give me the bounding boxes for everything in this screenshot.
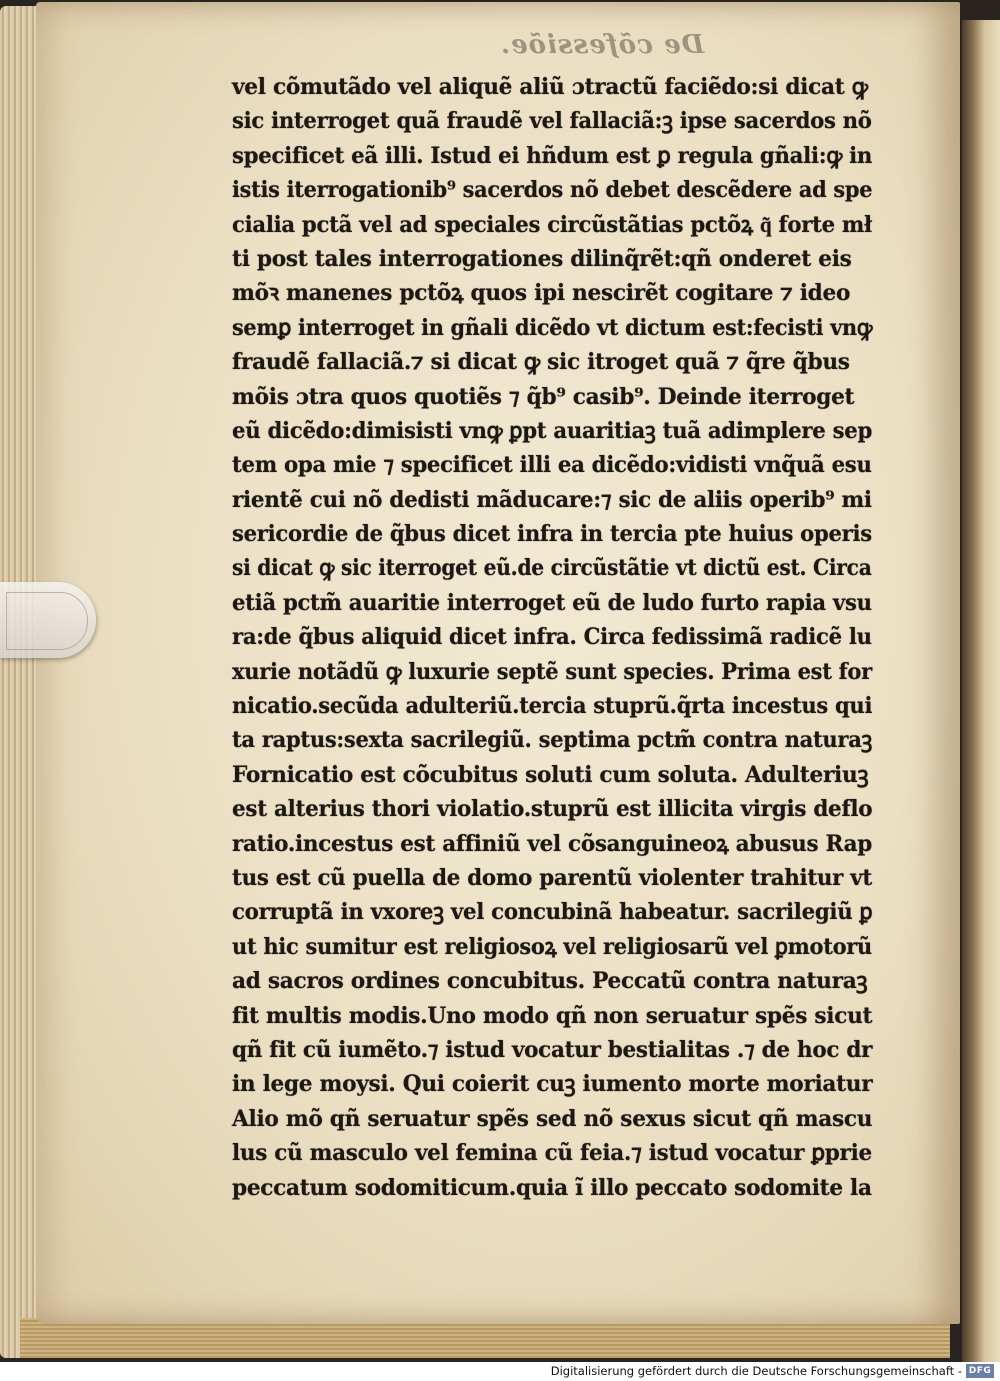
text-line: fit multis modis.Uno modo qñ non seruatur spẽs sicut (232, 1002, 873, 1029)
text-line: ra:de q̃bus aliquid dicet infra. Circa fedissimã radicẽ lu (232, 624, 872, 651)
text-line: peccatum sodomiticum.quia ĩ illo peccato sodomite la (232, 1174, 872, 1201)
text-line: fraudẽ fallaciã.⁊ si dicat ꝙ sic itroget quã ⁊ q̃re q̃bus (232, 349, 850, 376)
text-line: semꝑ interroget in gñali dicẽdo vt dictum est:fecisti vnꝙ (232, 314, 873, 341)
text-line: xurie notãdũ ꝙ luxurie septẽ sunt species. Prima est for (232, 658, 872, 685)
text-line: tem opa mie ⁊ specificet illi ea dicẽdo:vidisti vnq̃uã esu (232, 452, 872, 479)
text-line: sic interroget quã fraudẽ vel fallaciã:ꝫ ipse sacerdos nõ (232, 108, 872, 135)
book-edge-bottom (20, 1318, 950, 1358)
text-line: tus est cũ puella de domo parentũ violenter trahitur vt (232, 864, 872, 891)
text-line: si dicat ꝙ sic iterroget eũ.de circũstãtie vt dictũ est. Circa (232, 555, 872, 582)
page-text-block (232, 70, 882, 1205)
text-line: nicatio.secũda adulteriũ.tercia stuprũ.q̃rta incestus qui (232, 693, 873, 720)
funding-credit: Digitalisierung gefördert durch die Deutsche Forschungsgemeinschaft - (550, 1364, 962, 1378)
text-line: cialia pctã vel ad speciales circũstãtias pctõꝝ q͂ forte mł (232, 211, 872, 238)
text-line: Fornicatio est cõcubitus soluti cum soluta. Adulteriuꝫ (232, 761, 869, 788)
text-line: ad sacros ordines concubitus. Peccatũ contra naturaꝫ (232, 968, 868, 995)
facing-page-edge (962, 20, 1000, 1362)
page-clip-marker (0, 582, 96, 658)
text-line: qñ fit cũ iumẽto.⁊ istud vocatur bestialitas .⁊ de hoc dr (232, 1036, 873, 1063)
running-head-showthrough: De cõfessiõe. (500, 30, 705, 60)
text-line: ratio.incestus est affiniũ vel cõsanguineoꝝ abusus Rap (232, 830, 872, 857)
text-line: corruptã in vxoreꝫ vel concubinã habeatur. sacrilegiũ ꝑ (232, 899, 873, 926)
text-line: ti post tales interrogationes dilinq̃rẽt:qñ onderet eis (232, 245, 852, 272)
dfg-logo: DFG (966, 1364, 994, 1378)
text-line: ta raptus:sexta sacrilegiũ. septima pctm̃ contra naturaꝫ (232, 727, 873, 754)
text-line: eũ dicẽdo:dimisisti vnꝙ ꝑpt auaritiaꝫ tuã adimplere sep (232, 417, 873, 444)
text-line: etiã pctm̃ auaritie interroget eũ de ludo furto rapia vsu (232, 589, 872, 616)
text-line: Alio mõ qñ seruatur spẽs sed nõ sexus sicut qñ mascu (232, 1105, 873, 1132)
page-clip-marker-inner (6, 592, 88, 650)
text-line: specificet eã illi. Istud ei hñdum est ꝑ regula gñali:ꝙ in (232, 142, 873, 169)
text-line: mõꝛ manenes pctõꝝ quos ipi nescirẽt cogitare ⁊ ideo (232, 280, 851, 307)
text-line: sericordie de q̃bus dicet infra in tercia pte huius operis (232, 521, 872, 548)
text-line: est alterius thori violatio.stuprũ est illicita virgis deflo (232, 796, 873, 823)
text-line: istis iterrogationib⁹ sacerdos nõ debet descẽdere ad spe (232, 177, 873, 204)
text-line: lus cũ masculo vel femina cũ feia.⁊ istud vocatur ꝑprie (232, 1140, 872, 1167)
footer-bar (0, 1362, 1000, 1381)
text-line: mõis ɔtra quos quotiẽs ⁊ q̃b⁹ casib⁹. Deinde iterroget (232, 383, 855, 410)
text-line: in lege moysi. Qui coierit cuꝫ iumento morte moriatur (232, 1071, 873, 1098)
text-line: rientẽ cui nõ dedisti mãducare:⁊ sic de aliis operib⁹ mi (232, 486, 872, 513)
text-line: ut hic sumitur est religiosoꝝ vel religiosarũ vel ꝑmotorũ (232, 933, 873, 960)
text-line: vel cõmutãdo vel aliquẽ aliũ ɔtractũ faciẽdo:si dicat ꝙ (232, 74, 868, 100)
